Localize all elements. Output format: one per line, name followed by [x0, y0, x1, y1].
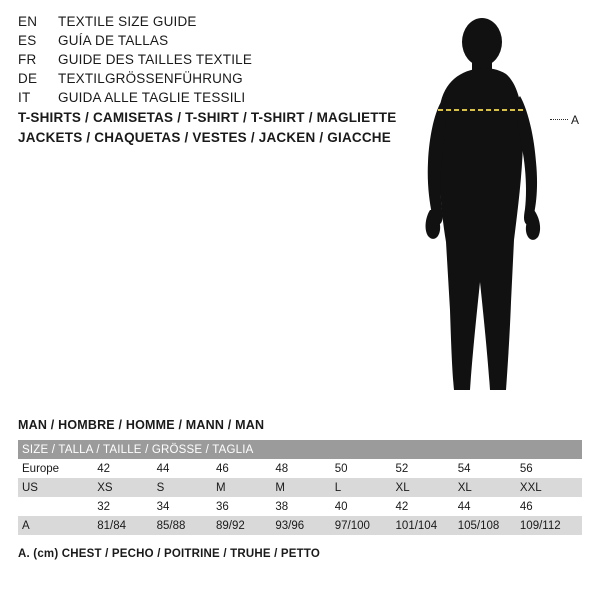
row-cell: 40 — [335, 497, 396, 516]
row-cell: 85/88 — [157, 516, 216, 535]
row-label: Europe — [18, 459, 97, 478]
language-text: GUIDE DES TAILLES TEXTILE — [58, 52, 253, 67]
size-table — [18, 440, 582, 535]
row-cell: 48 — [275, 459, 334, 478]
row-cell: 46 — [520, 497, 582, 516]
body-silhouette-figure — [410, 10, 600, 410]
row-cell: 109/112 — [520, 516, 582, 535]
language-code: EN — [18, 14, 38, 29]
row-cell: 34 — [157, 497, 216, 516]
language-code: DE — [18, 71, 38, 86]
row-cell: 38 — [275, 497, 334, 516]
row-cell: 105/108 — [458, 516, 520, 535]
row-cell: 93/96 — [275, 516, 334, 535]
table-title: MAN / HOMBRE / HOMME / MANN / MAN — [18, 418, 265, 432]
row-cell: 54 — [458, 459, 520, 478]
language-code: ES — [18, 33, 37, 48]
language-code: FR — [18, 52, 37, 67]
language-text: TEXTILE SIZE GUIDE — [58, 14, 197, 29]
row-cell: 89/92 — [216, 516, 275, 535]
row-cell: M — [275, 478, 334, 497]
table-header-row — [18, 440, 582, 459]
table-row — [18, 459, 582, 478]
row-cell: 46 — [216, 459, 275, 478]
row-label: A — [18, 516, 97, 535]
man-silhouette-icon — [410, 10, 600, 410]
row-cell: M — [216, 478, 275, 497]
category-headings — [18, 108, 418, 148]
language-text: GUÍA DE TALLAS — [58, 33, 169, 48]
row-label — [18, 497, 97, 516]
row-cell: 56 — [520, 459, 582, 478]
row-cell: XL — [458, 478, 520, 497]
row-cell: L — [335, 478, 396, 497]
table-row — [18, 497, 582, 516]
table-row — [18, 516, 582, 535]
row-cell: 42 — [97, 459, 156, 478]
row-cell: S — [157, 478, 216, 497]
row-cell: 36 — [216, 497, 275, 516]
category-tshirts: T-SHIRTS / CAMISETAS / T-SHIRT / T-SHIRT / MAGLIETTE — [18, 110, 397, 125]
row-cell: XL — [396, 478, 458, 497]
language-row — [18, 33, 398, 52]
row-cell: 44 — [458, 497, 520, 516]
language-code: IT — [18, 90, 31, 105]
measure-leader-line — [550, 119, 568, 120]
language-row — [18, 14, 398, 33]
language-text: GUIDA ALLE TAGLIE TESSILI — [58, 90, 246, 105]
row-cell: 52 — [396, 459, 458, 478]
language-list — [18, 14, 398, 109]
row-cell: 101/104 — [396, 516, 458, 535]
language-row — [18, 90, 398, 109]
footnote: A. (cm) CHEST / PECHO / POITRINE / TRUHE / PETTO — [18, 548, 321, 560]
row-cell: 32 — [97, 497, 156, 516]
category-jackets: JACKETS / CHAQUETAS / VESTES / JACKEN / GIACCHE — [18, 130, 391, 145]
row-cell: 44 — [157, 459, 216, 478]
table-header-cell: SIZE / TALLA / TAILLE / GRÖSSE / TAGLIA — [18, 440, 582, 459]
row-cell: 81/84 — [97, 516, 156, 535]
row-cell: XXL — [520, 478, 582, 497]
language-row — [18, 52, 398, 71]
row-label: US — [18, 478, 97, 497]
language-text: TEXTILGRÖSSENFÜHRUNG — [58, 71, 243, 86]
measure-label-a: A — [571, 113, 580, 127]
row-cell: 97/100 — [335, 516, 396, 535]
row-cell: 50 — [335, 459, 396, 478]
row-cell: 42 — [396, 497, 458, 516]
table-row — [18, 478, 582, 497]
row-cell: XS — [97, 478, 156, 497]
language-row — [18, 71, 398, 90]
